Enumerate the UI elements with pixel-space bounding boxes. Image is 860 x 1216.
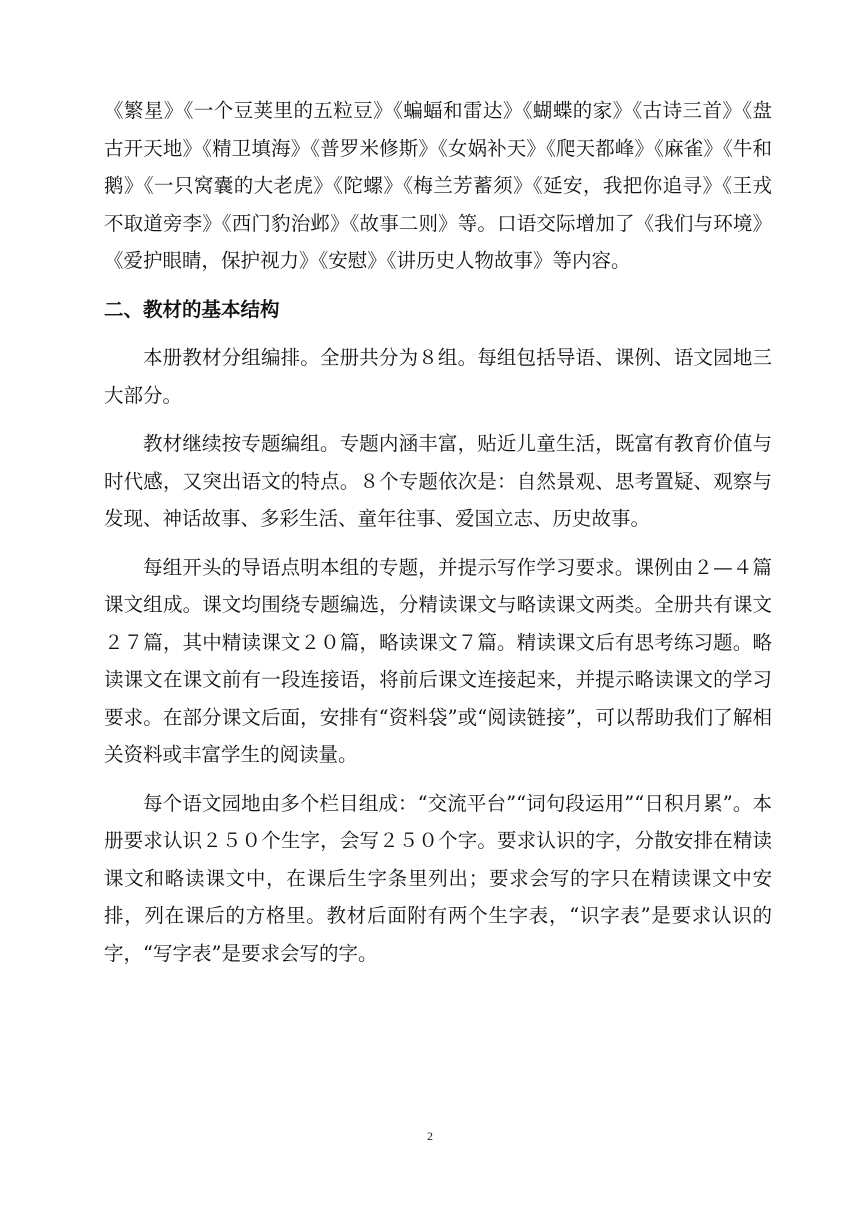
paragraph-topics: 教材继续按专题编组。专题内涵丰富，贴近儿童生活，既富有教育价值与时代感，又突出语文的特点。８个专题依次是：自然景观、思考置疑、观察与发现、神话故事、多彩生活、童年往事、爱国立志、历史故事。: [104, 432, 772, 530]
paragraph-lesson-list: 《繁星》《一个豆荚里的五粒豆》《蝙蝠和雷达》《蝴蝶的家》《古诗三首》《盘古开天地》《精卫填海》《普罗米修斯》《女娲补天》《爬天都峰》《麻雀》《牛和鹅》《一只窝囊的大老虎》《陀螺》《梅兰芳蓄须》《延安，我把你追寻》《王戎不取道旁李》《西门豹治邺》《故事二则》等。口语交际增加了《我们与环境》《爱护眼睛，保护视力》《安慰》《讲历史人物故事》等内容。: [104, 99, 772, 272]
document-page: [104, 92, 772, 972]
page-number: 2: [427, 1129, 433, 1143]
paragraph-language-garden: 每个语文园地由多个栏目组成：“交流平台”“词句段运用”“日积月累”。本册要求认识２５０个生字，会写２５０个字。要求认识的字，分散安排在精读课文和略读课文中，在课后生字条里列出；要求会写的字只在精读课文中安排，列在课后的方格里。教材后面附有两个生字表，“识字表”是要求认识的字，“写字表”是要求会写的字。: [104, 791, 772, 965]
paragraph-lessons: 每组开头的导语点明本组的专题，并提示写作学习要求。课例由２—４篇课文组成。课文均围绕专题编选，分精读课文与略读课文两类。全册共有课文２７篇，其中精读课文２０篇，略读课文７篇。精读课文后有思考练习题。略读课文在课文前有一段连接语，将前后课文连接起来，并提示略读课文的学习要求。在部分课文后面，安排有“资料袋”或“阅读链接”，可以帮助我们了解相关资料或丰富学生的阅读量。: [104, 555, 772, 766]
paragraph-structure: 本册教材分组编排。全册共分为８组。每组包括导语、课例、语文园地三大部分。: [104, 346, 772, 407]
section-heading: 二、教材的基本结构: [104, 297, 280, 321]
